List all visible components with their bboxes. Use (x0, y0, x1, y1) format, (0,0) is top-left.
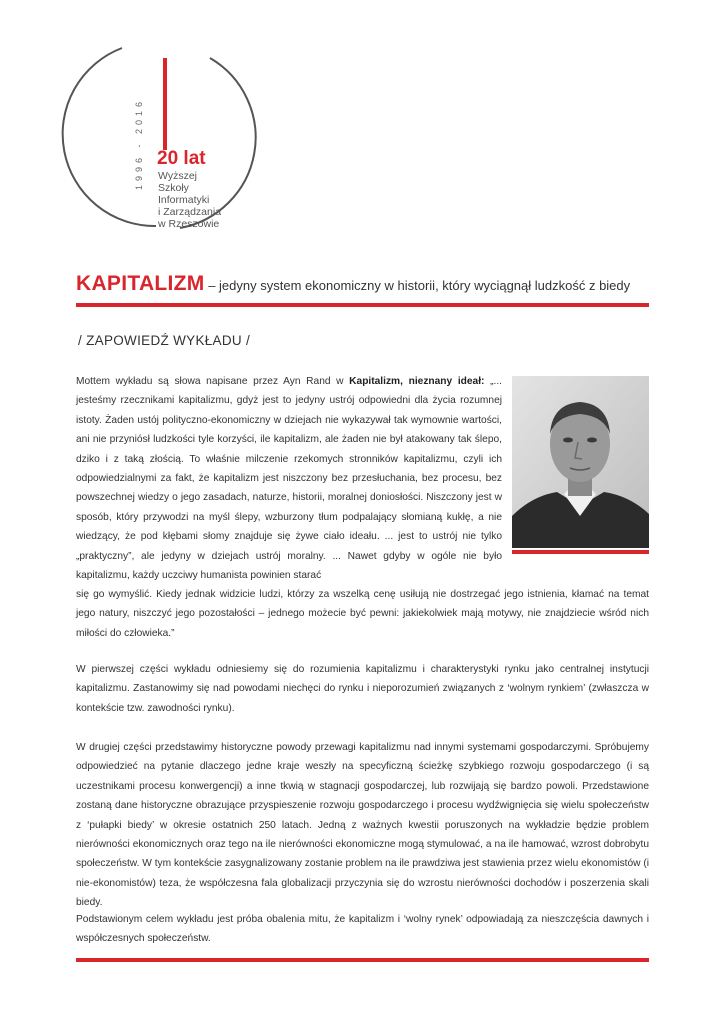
body-paragraph: W pierwszej części wykładu odniesiemy się do rozumienia kapitalizmu i charakterystyki rynku jako centralnej instytucji kapitalizmu. Zastanowimy się nad powodami niechęci do rynku i nieporozumień związanych z ‘wolnym rynkiem’ (zwłaszcza w kontekście tzw. zawodności rynku). (76, 664, 649, 714)
page-title (76, 272, 630, 296)
quote-continuation: się go wymyślić. Kiedy jednak widzicie ludzi, którzy za wszelką cenę usiłują nie dostrzegać jego istnienia, kłamać na temat jego natury, niszczyć jego pozostałości – jednego możecie być pewni: jakiekolwiek mają motywy, nie znajdziecie wśród nich miłości do człowieka.” (76, 589, 649, 639)
intro-lead: Mottem wykładu są słowa napisane przez Ayn Rand w (76, 376, 350, 387)
logo-line: Wyższej (158, 170, 197, 182)
quote-text: „... jesteśmy rzecznikami kapitalizmu, gdyż jest to jedyny ustrój odpowiedni dla życia rozumnej istoty. Żaden ustój polityczno-ekonomiczny w dziejach nie wykazywał tak wymownie wartości, ani nie przyniósł ludzkości tyle korzyści, ile kapitalizm, ale żaden nie był atakowany tak ślepo, dziko i z taką złością. To właśnie milczenie rzekomych stronników kapitalizmu, czyli ich odpowiedzialnymi za fakt, że kapitalizm jest niszczony bez przesłuchania, bez procesu, bez powszechnej wiedzy o jego zasadach, naturze, historii, moralnej doniosłości. Niszczony jest w sposób, który przywodzi na myśl ślepy, wzburzony tłum podpalający słomianą kukłę, a nie wiedzący, że pod kłębami słomy znajduje się żywe ciało ideału. ... jest to ustrój nie tylko „praktyczny”, ale jedyny w dziejach ustrój moralny. ... Nawet gdyby w ogóle nie było kapitalizmu, każdy uczciwy humanista powinien starać (76, 376, 502, 582)
body-paragraph: W drugiej części przedstawimy historyczne powody przewagi kapitalizmu nad innymi systemami gospodarczymi. Spróbujemy odpowiedzieć na pytanie dlaczego jedne kraje weszły na specyficzną ścieżkę szybkiego rozwoju gospodarczego (i są uczestnikami procesu konwergencji) a inne tkwią w stagnacji gospodarczej, lub rozwijają się bardzo powoli. Przedstawione zostaną dane historyczne obrazujące przyspieszenie rozwoju gospodarczego i procesu wydźwignięcia się wielu społeczeństw z ‘pułapki biedy’ w okresie ostatnich 250 latach. Jedną z ważnych kwestii poruszonych na wykładzie będzie problem nierówności ekonomicznych oraz tego na ile nierówności ekonomiczne mogą stymulować, a na ile hamować, wzrost dobrobytu społeczeństw. W tym kontekście zasygnalizowany zostanie problem na ile prawdziwa jest stawienia przez wielu ekonomistów (i nie-ekonomistów) teza, że współczesna fala globalizacji przyczynia się do wzrostu nierówności dochodów i poszerzenia skali biedy. (76, 742, 650, 909)
intro-paragraph (76, 372, 502, 585)
logo-line: Szkoły (158, 182, 189, 194)
logo-red-stripe (163, 58, 167, 150)
logo-line: w Rzeszowie (158, 218, 220, 230)
book-title: Kapitalizm, nieznany ideał: (349, 376, 485, 387)
body-paragraph: Podstawionym celem wykładu jest próba obalenia mitu, że kapitalizm i ‘wolny rynek’ odpowiadają za nieszczęścia dawnych i współczesnych społeczeństw. (76, 914, 649, 945)
title-main: KAPITALIZM (76, 272, 205, 295)
photo-divider (512, 550, 649, 554)
footer-divider (76, 958, 649, 962)
lecturer-photo (512, 376, 649, 548)
logo-anniversary: 20 lat (157, 148, 206, 169)
logo-years: 1996 - 2016 (134, 98, 144, 191)
title-subtitle: – jedyny system ekonomiczny w historii, który wyciągnął ludzkość z biedy (204, 278, 631, 293)
logo-line: i Zarządzania (158, 206, 222, 218)
title-divider (76, 303, 649, 307)
section-label: / ZAPOWIEDŹ WYKŁADU / (78, 333, 251, 348)
anniversary-logo (60, 40, 260, 240)
logo-line: Informatyki (158, 194, 210, 206)
